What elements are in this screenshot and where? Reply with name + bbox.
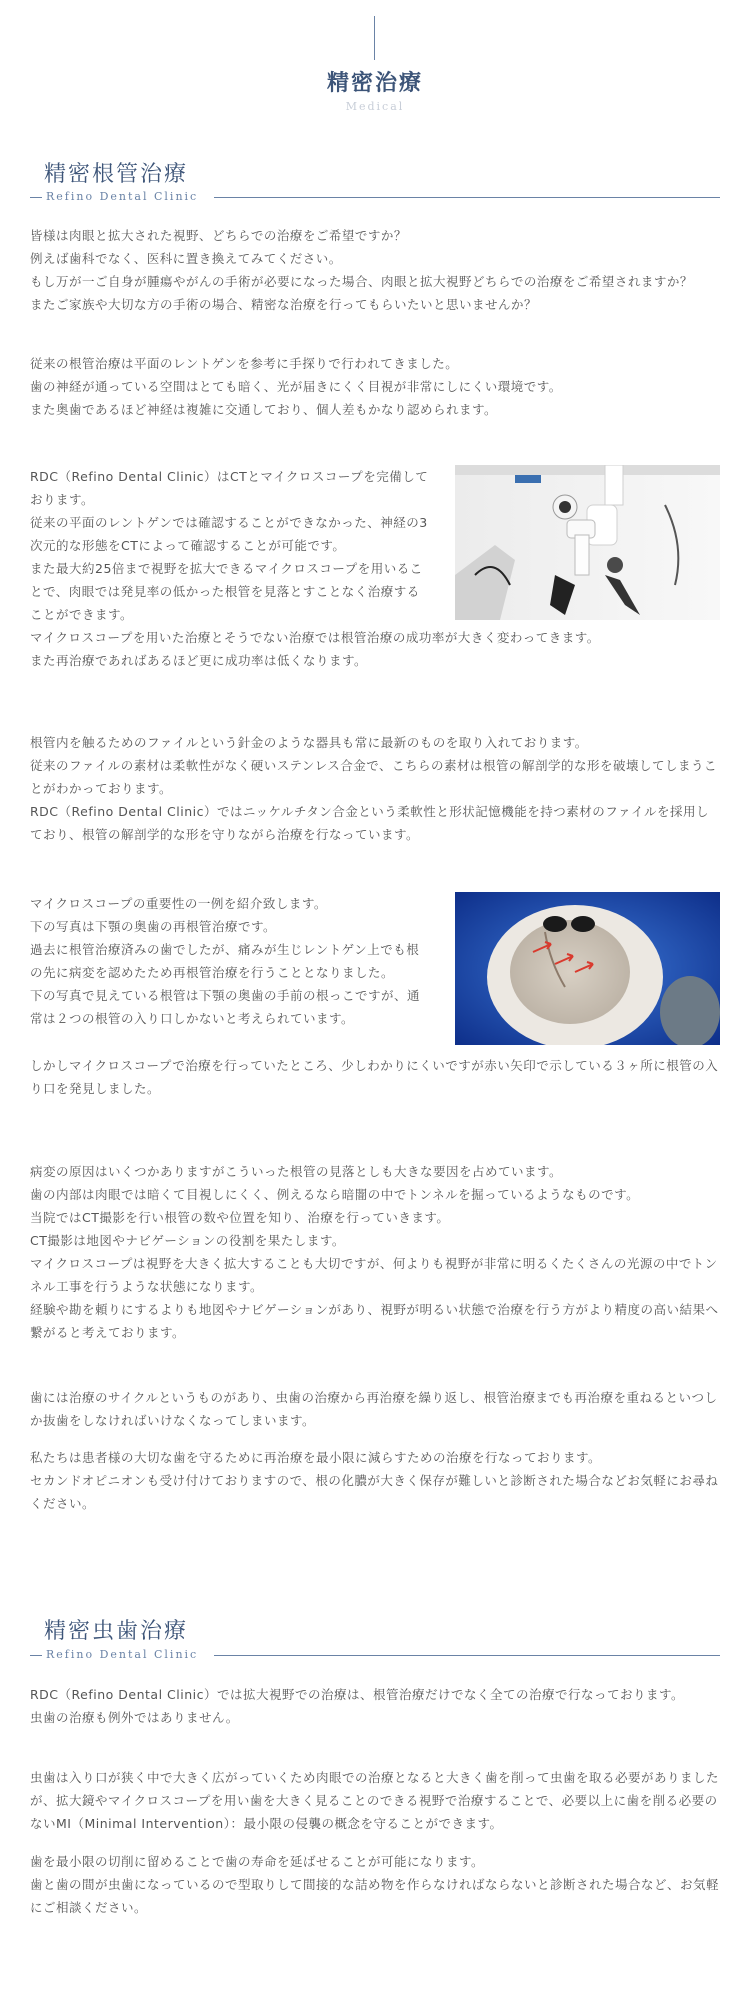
root-canal-intro xyxy=(30,224,720,316)
text-line: 従来の平面のレントゲンでは確認することができなかった、神経の3次元的な形態をCTによって確認することが可能です。 xyxy=(30,515,428,553)
section-title-caries: 精密虫歯治療 xyxy=(44,1619,189,1644)
text-line: 歯には治療のサイクルというものがあり、虫歯の治療から再治療を繰り返し、根管治療までも再治療を重ねるといつしか抜歯をしなければいけなくなってしまいます。 xyxy=(30,1390,718,1428)
header-divider xyxy=(374,16,375,60)
text-line: 歯の内部は肉眼では暗くて目視しにくく、例えるなら暗闇の中でトンネルを掘っているようなものです。 xyxy=(30,1187,640,1202)
text-line: また再治療であればあるほど更に成功率は低くなります。 xyxy=(30,653,368,668)
root-canal-files xyxy=(30,731,720,846)
text-line: 皆様は肉眼と拡大された視野、どちらでの治療をご希望ですか？ xyxy=(30,228,407,243)
root-canal-cycle xyxy=(30,1386,720,1432)
example-wrap xyxy=(30,892,430,1030)
text-line: また最大約25倍まで視野を拡大できるマイクロスコープを用いることで、肉眼では発見率の低かった根管を見落とすことなく治療することができます。 xyxy=(30,561,423,622)
text-line: またご家族や大切な方の手術の場合、精密な治療を行ってもらいたいと思いませんか？ xyxy=(30,297,538,312)
text-line: もし万が一ご自身が腫瘍やがんの手術が必要になった場合、肉眼と拡大視野どちらでの治療をご希望されますか？ xyxy=(30,274,693,289)
caries-mi xyxy=(30,1766,720,1835)
text-line: 過去に根管治療済みの歯でしたが、痛みが生じレントゲン上でも根の先に病変を認めたため再根管治療を行うこととなりました。 xyxy=(30,942,420,980)
text-line: 従来の根管治療は平面のレントゲンを参考に手探りで行われてきました。 xyxy=(30,356,459,371)
rule-line xyxy=(214,197,720,198)
microscope-illustration xyxy=(455,465,720,620)
text-line: 経験や勘を頼りにするよりも地図やナビゲーションがあり、視野が明るい状態で治療を行う方がより精度の高い結果へ繋がると考えております。 xyxy=(30,1302,719,1340)
root-canal-causes xyxy=(30,1160,720,1344)
text-line: 虫歯は入り口が狭く中で大きく広がっていくため肉眼での治療となると大きく歯を削って虫歯を取る必要がありましたが、拡大鏡やマイクロスコープを用い歯を大きく見ることのできる視野で治療することで、必要以上に歯を削る必要のないMI（Minimal Intervention）：最小限の侵襲の概念を守ることができます。 xyxy=(30,1770,720,1831)
text-line: 虫歯の治療も例外ではありません。 xyxy=(30,1710,239,1725)
text-line: 根管内を触るためのファイルという針金のような器具も常に最新のものを取り入れております。 xyxy=(30,735,588,750)
root-canal-protect xyxy=(30,1446,720,1515)
text-line: RDC（Refino Dental Clinic）はCTとマイクロスコープを完備しております。 xyxy=(30,469,429,507)
rule-dash xyxy=(30,1655,42,1656)
rdc-ct-full xyxy=(30,626,720,672)
caries-closing xyxy=(30,1850,720,1919)
rule-dash xyxy=(30,197,42,198)
text-line: セカンドオピニオンも受け付けておりますので、根の化膿が大きく保存が難しいと診断された場合などお気軽にお尋ねください。 xyxy=(30,1473,719,1511)
text-line: マイクロスコープの重要性の一例を紹介致します。 xyxy=(30,896,327,911)
text-line: 当院ではCT撮影を行い根管の数や位置を知り、治療を行っていきます。 xyxy=(30,1210,450,1225)
text-line: 私たちは患者様の大切な歯を守るために再治療を最小限に減らすための治療を行なっております。 xyxy=(30,1450,602,1465)
text-line: RDC（Refino Dental Clinic）では拡大視野での治療は、根管治療だけでなく全ての治療で行なっております。 xyxy=(30,1687,684,1702)
clinic-label: Refino Dental Clinic xyxy=(46,190,199,203)
rdc-ct-wrap xyxy=(30,465,430,626)
text-line: CT撮影は地図やナビゲーションの役割を果たします。 xyxy=(30,1233,345,1248)
page-title: 精密治療 xyxy=(326,70,423,96)
text-line: 従来のファイルの素材は柔軟性がなく硬いステンレス合金で、こちらの素材は根管の解剖学的な形を破壊してしまうことがわかっております。 xyxy=(30,758,717,796)
text-line: マイクロスコープを用いた治療とそうでない治療では根管治療の成功率が大きく変わってきます。 xyxy=(30,630,600,645)
tooth-photo xyxy=(455,892,720,1045)
root-canal-conventional xyxy=(30,352,720,421)
page-header xyxy=(0,0,750,120)
text-line: 下の写真で見えている根管は下顎の奥歯の手前の根っこですが、通常は２つの根管の入り口しかないと考えられています。 xyxy=(30,988,421,1026)
section-rule-caries xyxy=(30,1648,720,1662)
tooth-illustration xyxy=(455,892,720,1045)
page-subtitle: Medical xyxy=(345,100,405,113)
text-line: 歯と歯の間が虫歯になっているので型取りして間接的な詰め物を作らなければならないと診断された場合など、お気軽にご相談ください。 xyxy=(30,1877,720,1915)
text-line: 病変の原因はいくつかありますがこういった根管の見落としも大きな要因を占めています。 xyxy=(30,1164,563,1179)
microscope-photo xyxy=(455,465,720,620)
example-full xyxy=(30,1054,720,1100)
text-line: 歯の神経が通っている空間はとても暗く、光が届きにくく目視が非常にしにくい環境です。 xyxy=(30,379,562,394)
rule-line xyxy=(214,1655,720,1656)
text-line: また奥歯であるほど神経は複雑に交通しており、個人差もかなり認められます。 xyxy=(30,402,498,417)
section-rule-root-canal xyxy=(30,190,720,204)
text-line: 例えば歯科でなく、医科に置き換えてみてください。 xyxy=(30,251,342,266)
clinic-label: Refino Dental Clinic xyxy=(46,1648,199,1661)
text-line: マイクロスコープは視野を大きく拡大することも大切ですが、何よりも視野が非常に明るくたくさんの光源の中でトンネル工事を行うような状態になります。 xyxy=(30,1256,718,1294)
text-line: しかしマイクロスコープで治療を行っていたところ、少しわかりにくいですが赤い矢印で示している３ヶ所に根管の入り口を発見しました。 xyxy=(30,1058,719,1096)
text-line: RDC（Refino Dental Clinic）ではニッケルチタン合金という柔軟性と形状記憶機能を持つ素材のファイルを採用しており、根管の解剖学的な形を守りながら治療を行なっています。 xyxy=(30,804,709,842)
caries-intro xyxy=(30,1683,720,1729)
text-line: 歯を最小限の切削に留めることで歯の寿命を延ばせることが可能になります。 xyxy=(30,1854,485,1869)
section-title-root-canal: 精密根管治療 xyxy=(44,162,189,187)
text-line: 下の写真は下顎の奥歯の再根管治療です。 xyxy=(30,919,277,934)
